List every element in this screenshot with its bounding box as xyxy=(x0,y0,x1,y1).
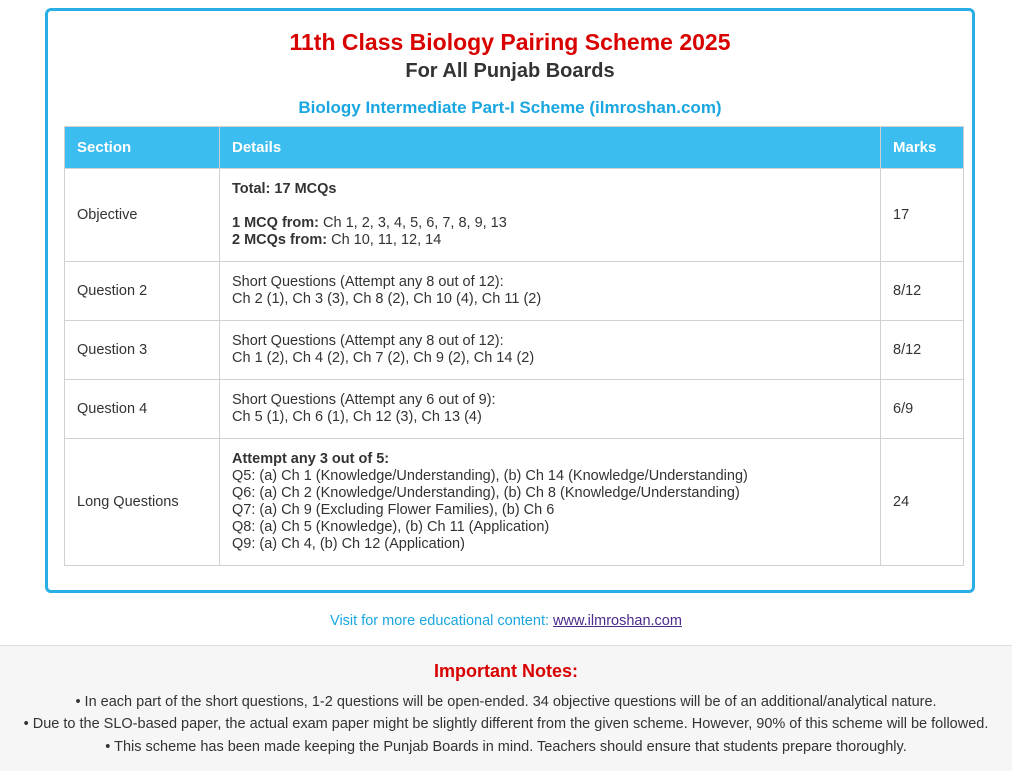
details-title: Attempt any 3 out of 5: xyxy=(232,451,390,467)
row-section: Question 2 xyxy=(65,262,220,321)
notes-title: Important Notes: xyxy=(434,661,578,681)
row-marks: 17 xyxy=(881,169,964,262)
details-line: 1 MCQ from: Ch 1, 2, 3, 4, 5, 6, 7, 8, 9, 13 xyxy=(232,215,507,231)
row-section: Question 3 xyxy=(65,321,220,380)
row-marks: 6/9 xyxy=(881,380,964,439)
row-marks: 8/12 xyxy=(881,321,964,380)
row-details xyxy=(220,169,881,262)
page-subtitle: For All Punjab Boards xyxy=(405,60,615,82)
row-marks: 24 xyxy=(881,439,964,566)
row-details: Short Questions (Attempt any 8 out of 12): Ch 1 (2), Ch 4 (2), Ch 7 (2), Ch 9 (2), Ch 14 (2) xyxy=(220,321,881,380)
header-details: Details xyxy=(220,127,881,169)
visit-line xyxy=(0,613,1012,629)
row-marks: 8/12 xyxy=(881,262,964,321)
scheme-card xyxy=(45,8,975,593)
ilmroshan-link[interactable]: www.ilmroshan.com xyxy=(553,613,682,629)
page-title: 11th Class Biology Pairing Scheme 2025 xyxy=(289,29,731,55)
important-notes xyxy=(0,645,1012,771)
scheme-title: Biology Intermediate Part-I Scheme (ilmroshan.com) xyxy=(298,98,722,117)
header-marks: Marks xyxy=(881,127,964,169)
row-section: Objective xyxy=(65,169,220,262)
details-title: Total: 17 MCQs xyxy=(232,181,337,197)
visit-text: Visit for more educational content: xyxy=(330,613,554,629)
note-item: • In each part of the short questions, 1-2 questions will be open-ended. 34 objective questions will be of an additional/analytical nature. xyxy=(75,694,937,710)
table-row xyxy=(65,321,964,380)
pairing-scheme-table xyxy=(64,126,964,566)
table-row xyxy=(65,439,964,566)
row-details: Attempt any 3 out of 5: Q5: (a) Ch 1 (Knowledge/Understanding), (b) Ch 14 (Knowledge/Understanding) Q6: (a) Ch 2 (Knowledge/Understanding), (b) Ch 8 (Knowledge/Understanding) Q7: (a) Ch 9 (Excluding Flower Families), (b) Ch 6 Q8: (a) Ch 5 (Knowledge), (b) Ch 11 (Application) Q9: (a) Ch 4, (b) Ch 12 (Application) xyxy=(220,439,881,566)
row-section: Long Questions xyxy=(65,439,220,566)
table-row xyxy=(65,262,964,321)
table-header-row xyxy=(65,127,964,169)
row-details: Short Questions (Attempt any 6 out of 9): Ch 5 (1), Ch 6 (1), Ch 12 (3), Ch 13 (4) xyxy=(220,380,881,439)
table-row xyxy=(65,169,964,262)
header-section: Section xyxy=(65,127,220,169)
row-details: Short Questions (Attempt any 8 out of 12): Ch 2 (1), Ch 3 (3), Ch 8 (2), Ch 10 (4), Ch 11 (2) xyxy=(220,262,881,321)
row-section: Question 4 xyxy=(65,380,220,439)
note-item: • This scheme has been made keeping the Punjab Boards in mind. Teachers should ensure that students prepare thoroughly. xyxy=(105,739,907,755)
table-row xyxy=(65,380,964,439)
details-line: 2 MCQs from: Ch 10, 11, 12, 14 xyxy=(232,232,442,248)
note-item: • Due to the SLO-based paper, the actual exam paper might be slightly different from the given scheme. However, 90% of this scheme will be followed. xyxy=(23,716,989,732)
